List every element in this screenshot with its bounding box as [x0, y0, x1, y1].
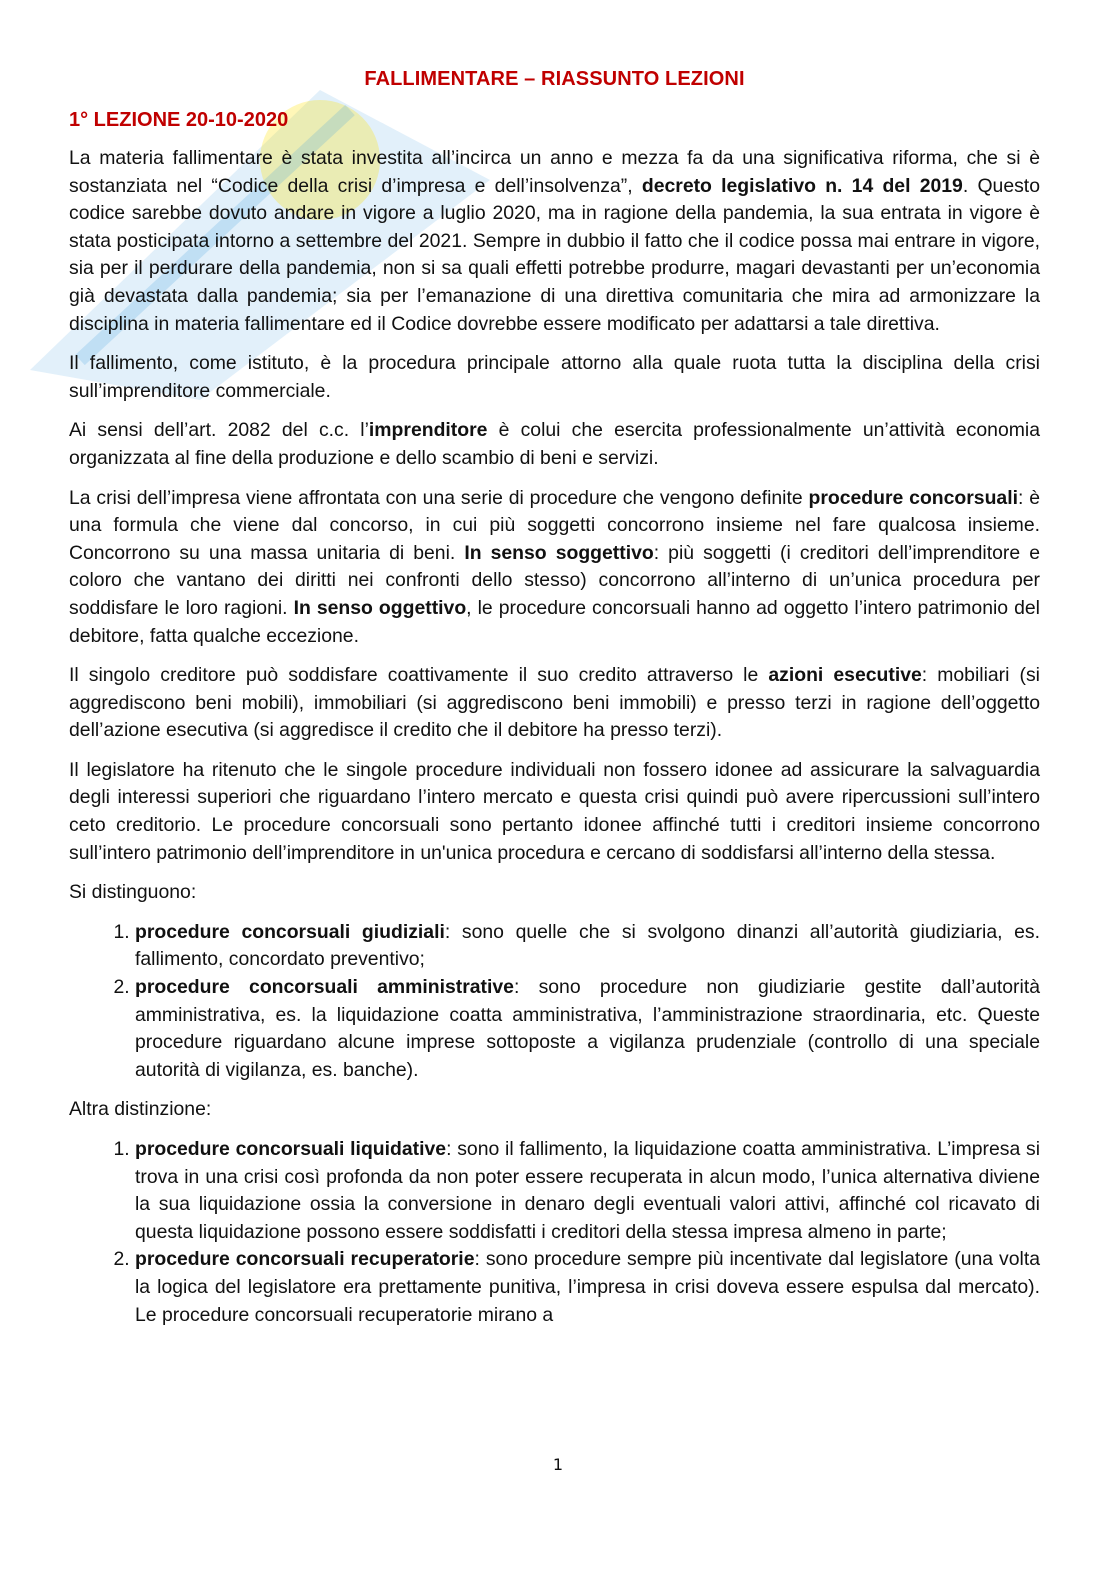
paragraph-procedure-concorsuali: La crisi dell’impresa viene affrontata con una serie di procedure che vengono definite procedure concorsuali: è una formula che viene dal concorso, in cui più soggetti concorrono insieme nel fare qualcosa insieme. Concorrono su una massa unitaria di beni. In senso soggettivo: più soggetti (i creditori dell’imprenditore e coloro che vantano dei diritti nei confronti dello stesso) concorrono all’interno di un’unica procedura per soddisfare le loro ragioni. In senso oggettivo, le procedure concorsuali hanno ad oggetto l’intero patrimonio del debitore, fatta qualche eccezione. [69, 486, 1041, 647]
paragraph-fallimento: Il fallimento, come istituto, è la procedura principale attorno alla quale ruota tutta la disciplina della crisi sull’imprenditore commerciale. [69, 352, 1040, 402]
list-liquidative-recuperatorie [69, 1136, 1040, 1329]
paragraph-imprenditore: Ai sensi dell’art. 2082 del c.c. l’imprenditore è colui che esercita professionalmente un’attività economia organizzata al fine della produzione e dello scambio di beni e servizi. [69, 419, 1040, 469]
list-item: 1. procedure concorsuali liquidative: sono il fallimento, la liquidazione coatta amministrativa. L’impresa si trova in una crisi così profonda da non poter essere recuperata in alcun modo, l’unica alternativa diviene la sua liquidazione ossia la conversione in denaro degli eventuali valori attivi, affinché col ricavato di questa liquidazione possono essere soddisfatti i creditori della stessa impresa almeno in parte; [135, 1136, 1040, 1246]
paragraph-intro: La materia fallimentare è stata investita all’incirca un anno e mezza fa da una significativa riforma, che si è sostanziata nel “Codice della crisi d’impresa e dell’insolvenza”, decreto legislativo n. 14 del 2019. Questo codice sarebbe dovuto andare in vigore a luglio 2020, ma in ragione della pandemia, la sua entrata in vigore è stata posticipata intorno a settembre del 2021. Sempre in dubbio il fatto che il codice possa mai entrare in vigore, sia per il perdurare della pandemia, non si sa quali effetti potrebbe produrre, magari devastanti per un’economia già devastata dalla pandemia; sia per l’emanazione di una direttiva comunitaria che mira ad armonizzare la disciplina in materia fallimentare ed il Codice dovrebbe essere modificato per adattarsi a tale direttiva. [69, 147, 1040, 335]
list-item: 2. procedure concorsuali recuperatorie: sono procedure sempre più incentivate dal legislatore (una volta la logica del legislatore era prettamente punitiva, l’impresa in crisi doveva essere espulsa dal mercato). Le procedure concorsuali recuperatorie mirano a [135, 1246, 1040, 1329]
paragraph-legislatore: Il legislatore ha ritenuto che le singole procedure individuali non fossero idonee ad assicurare la salvaguardia degli interessi superiori che riguardano l’intero mercato e questa crisi quindi può avere ripercussioni sull’intero ceto creditorio. Le procedure concorsuali sono pertanto idonee affinché tutti i creditori insieme concorrono sull’intero patrimonio dell’imprenditore in un'unica procedura e cercano di soddisfarsi all’interno della stessa. [69, 758, 1040, 864]
list-item: 1. procedure concorsuali giudiziali: sono quelle che si svolgono dinanzi all’autorità giudiziaria, es. fallimento, concordato preventivo; [135, 919, 1040, 974]
list-giudiziali-amministrative [69, 919, 1040, 1085]
paragraph-altra-distinzione: Altra distinzione: [69, 1098, 212, 1121]
list-item: 2. procedure concorsuali amministrative: sono procedure non giudiziarie gestite dall’autorità amministrativa, es. la liquidazione coatta amministrativa, l’amministrazione straordinaria, etc. Queste procedure riguardano alcune imprese sottoposte a vigilanza prudenziale (controllo di una speciale autorità di vigilanza, es. banche). [135, 974, 1040, 1084]
page-number: 1 [552, 1455, 564, 1474]
lesson-heading: 1° LEZIONE 20-10-2020 [69, 109, 289, 131]
paragraph-si-distinguono: Si distinguono: [69, 881, 197, 904]
document-title: FALLIMENTARE – RIASSUNTO LEZIONI [364, 68, 745, 90]
paragraph-azioni-esecutive: Il singolo creditore può soddisfare coattivamente il suo credito attraverso le azioni esecutive: mobiliari (si aggrediscono beni mobili), immobiliari (si aggrediscono beni immobili) e presso terzi in ragione dell’oggetto dell’azione esecutiva (si aggredisce il credito che il debitore ha presso terzi). [69, 664, 1040, 742]
document-page [69, 62, 1040, 1329]
